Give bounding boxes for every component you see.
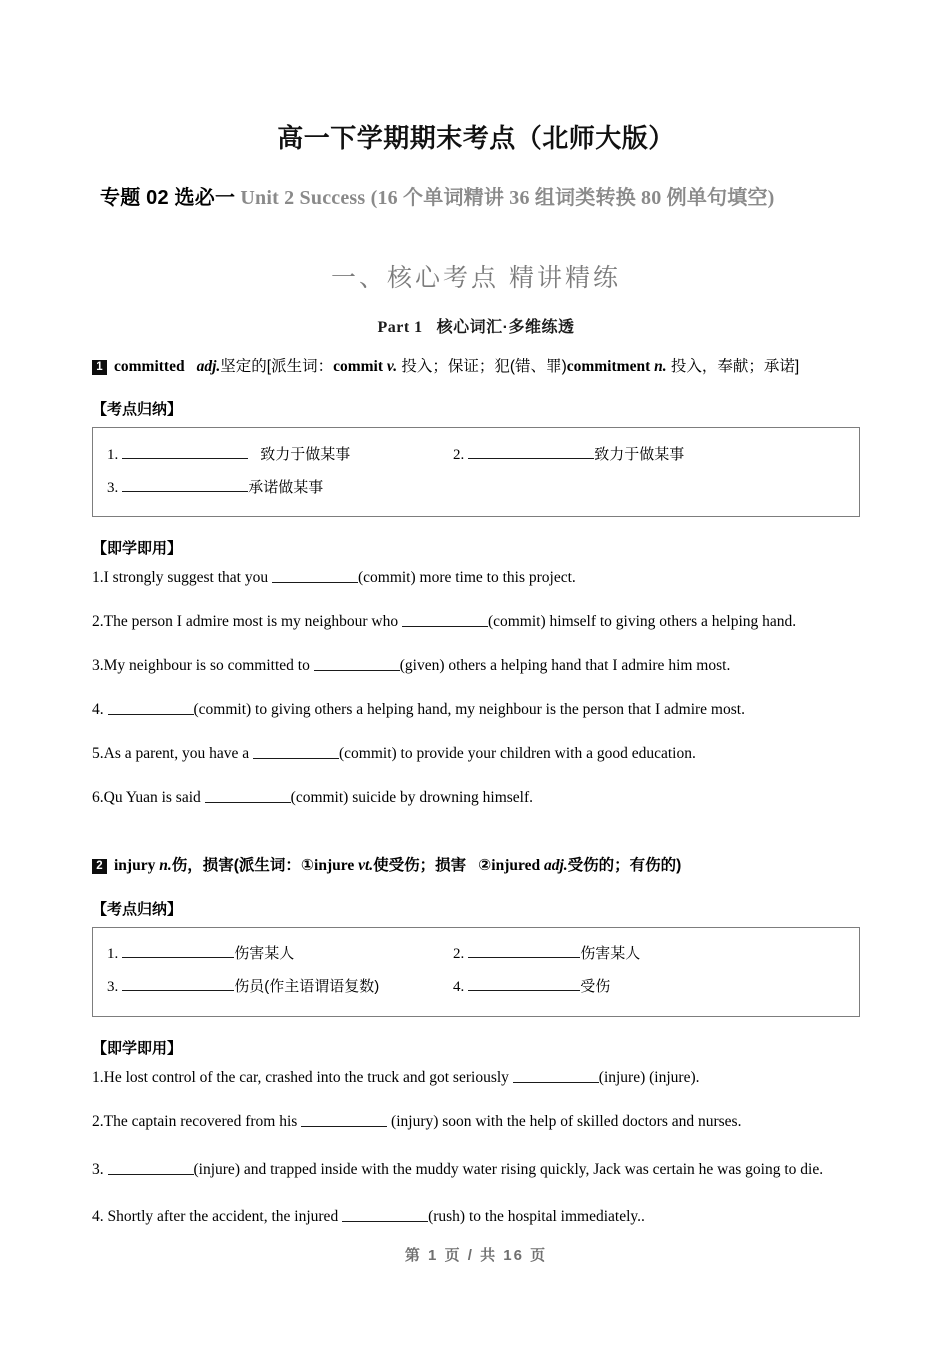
practice-label: 【即学即用】 (92, 540, 183, 558)
summary-label: 【考点归纳】 (92, 900, 183, 918)
summary-text: 伤员(作主语谓语复数) (234, 978, 380, 996)
entry-number-badge: 1 (92, 360, 107, 375)
entry-part-of-speech: adj. (196, 358, 221, 375)
question-suffix: (commit) to provide your children with a good education. (338, 745, 696, 763)
question-suffix: (given) others a helping hand that I admire him most. (399, 657, 731, 675)
entry-heading (92, 355, 860, 378)
question-prefix: 4. Shortly after the accident, the injured (92, 1207, 343, 1225)
summary-row (107, 471, 845, 504)
entry-heading (92, 854, 860, 877)
question-suffix: (commit) suicide by drowning himself. (290, 789, 534, 807)
summary-text: 承诺做某事 (248, 479, 324, 496)
question-suffix: (injure) and trapped inside with the muddy water rising quickly, Jack was certain he was going to die. (193, 1160, 824, 1178)
fill-blank[interactable] (301, 1110, 387, 1127)
derivative-meaning-1: 使受伤；损害 (373, 857, 467, 875)
vocab-entry-injury (92, 854, 860, 1228)
derivative-meaning-2: 受伤的；有伤的) (567, 857, 682, 875)
summary-row (107, 971, 845, 1004)
summary-index: 4. (453, 979, 465, 996)
summary-index: 1. (107, 447, 119, 463)
derivative-word-1: commit (333, 358, 384, 375)
summary-text: 伤害某人 (580, 945, 641, 963)
derivative-meaning-1: 投入；保证；犯(错、罪) (397, 358, 567, 375)
summary-row (107, 938, 845, 971)
question-suffix: (commit) to giving others a helping hand, my neighbour is the person that I admire most. (193, 701, 745, 719)
fill-blank[interactable] (122, 475, 248, 492)
derivative-word-2: commitment (566, 358, 651, 375)
question-suffix: (commit) more time to this project. (357, 569, 576, 587)
summary-text: 致力于做某事 (260, 446, 351, 463)
question-prefix: 2.The person I admire most is my neighbour who (92, 613, 402, 631)
entry-meaning: 伤，损害(派生词：① (171, 857, 315, 875)
practice-question (92, 742, 860, 766)
fill-blank[interactable] (253, 743, 339, 760)
question-prefix: 3. (92, 1160, 108, 1178)
question-prefix: 2.The captain recovered from his (92, 1112, 302, 1130)
page-subtitle (92, 155, 860, 210)
summary-text: 受伤 (580, 978, 611, 996)
question-suffix: (injure) (injure). (598, 1068, 700, 1086)
summary-item (453, 975, 845, 1000)
fill-blank[interactable] (205, 787, 291, 804)
practice-question (92, 698, 860, 722)
fill-blank[interactable] (402, 611, 488, 628)
summary-box (92, 927, 860, 1017)
question-prefix: 6.Qu Yuan is said (92, 789, 205, 807)
question-prefix: 1.He lost control of the car, crashed into the truck and got seriously (92, 1068, 513, 1086)
derivative-word-1: injure (314, 857, 355, 875)
question-suffix: (commit) himself to giving others a helping hand. (487, 613, 797, 631)
question-prefix: 4. (92, 701, 108, 719)
derivative-meaning-2: 投入，奉献；承诺] (666, 358, 800, 375)
summary-index: 3. (107, 480, 119, 496)
summary-text: 致力于做某事 (594, 446, 685, 463)
question-suffix: (rush) to the hospital immediately.. (428, 1207, 645, 1225)
summary-item (453, 942, 845, 967)
part-label: Part 1 (377, 319, 423, 336)
summary-item (107, 475, 453, 500)
summary-index: 2. (453, 447, 465, 463)
summary-item (107, 975, 453, 1000)
fill-blank[interactable] (314, 655, 400, 672)
practice-question (92, 654, 860, 678)
fill-blank[interactable] (122, 975, 234, 992)
summary-item (453, 442, 845, 467)
question-prefix: 3.My neighbour is so committed to (92, 657, 314, 675)
subtitle-lead: 专题 02 选必一 (100, 187, 236, 209)
summary-index: 2. (453, 946, 465, 963)
derivative-word-2: injured (491, 857, 541, 875)
derivatives-open: [派生词： (266, 358, 334, 375)
summary-row (107, 438, 845, 471)
subtitle-rest: Unit 2 Success (16 个单词精讲 36 组词类转换 80 例单句填空) (235, 187, 775, 209)
summary-item (107, 442, 453, 467)
practice-question (92, 1066, 860, 1090)
summary-text: 伤害某人 (234, 945, 295, 963)
derivative-pos-2: n. (654, 358, 667, 375)
question-prefix: 1.I strongly suggest that you (92, 569, 272, 587)
practice-question (92, 610, 860, 634)
fill-blank[interactable] (122, 442, 248, 459)
section-heading: 一、核心考点 精讲精练 (331, 264, 621, 292)
vocab-entry-committed (92, 355, 860, 810)
part-heading (92, 294, 860, 337)
practice-question (92, 1154, 860, 1185)
summary-box (92, 427, 860, 517)
fill-blank[interactable] (108, 699, 194, 716)
derivative-pos-2: adj. (543, 857, 568, 875)
practice-question (92, 1205, 860, 1229)
derivative-pos-1: v. (386, 358, 398, 375)
fill-blank[interactable] (108, 1158, 194, 1175)
entry-part-of-speech: n. (159, 857, 172, 875)
practice-question (92, 786, 860, 810)
derivative-pos-1: vt. (358, 857, 374, 875)
question-prefix: 5.As a parent, you have a (92, 745, 253, 763)
entry-number-badge: 2 (92, 859, 107, 874)
fill-blank[interactable] (272, 567, 358, 584)
fill-blank[interactable] (513, 1066, 599, 1083)
fill-blank[interactable] (122, 942, 234, 959)
summary-label: 【考点归纳】 (92, 401, 183, 419)
question-suffix: (injury) soon with the help of skilled doctors and nurses. (387, 1112, 742, 1130)
fill-blank[interactable] (468, 442, 594, 459)
practice-question (92, 566, 860, 590)
fill-blank[interactable] (468, 942, 580, 959)
entry-word: committed (114, 358, 185, 375)
entry-meaning: 坚定的 (220, 358, 267, 375)
practice-label: 【即学即用】 (92, 1039, 183, 1057)
fill-blank[interactable] (468, 975, 580, 992)
entry-word: injury (114, 857, 156, 875)
summary-index: 1. (107, 946, 119, 963)
summary-index: 3. (107, 979, 119, 996)
derivative-separator: ② (478, 857, 492, 875)
practice-question (92, 1110, 860, 1134)
fill-blank[interactable] (342, 1205, 428, 1222)
summary-item (107, 942, 453, 967)
page-title: 高一下学期期末考点（北师大版） (277, 123, 675, 153)
part-name: 核心词汇·多维练透 (436, 319, 575, 336)
page-footer: 第 1 页 / 共 16 页 (404, 1247, 548, 1264)
